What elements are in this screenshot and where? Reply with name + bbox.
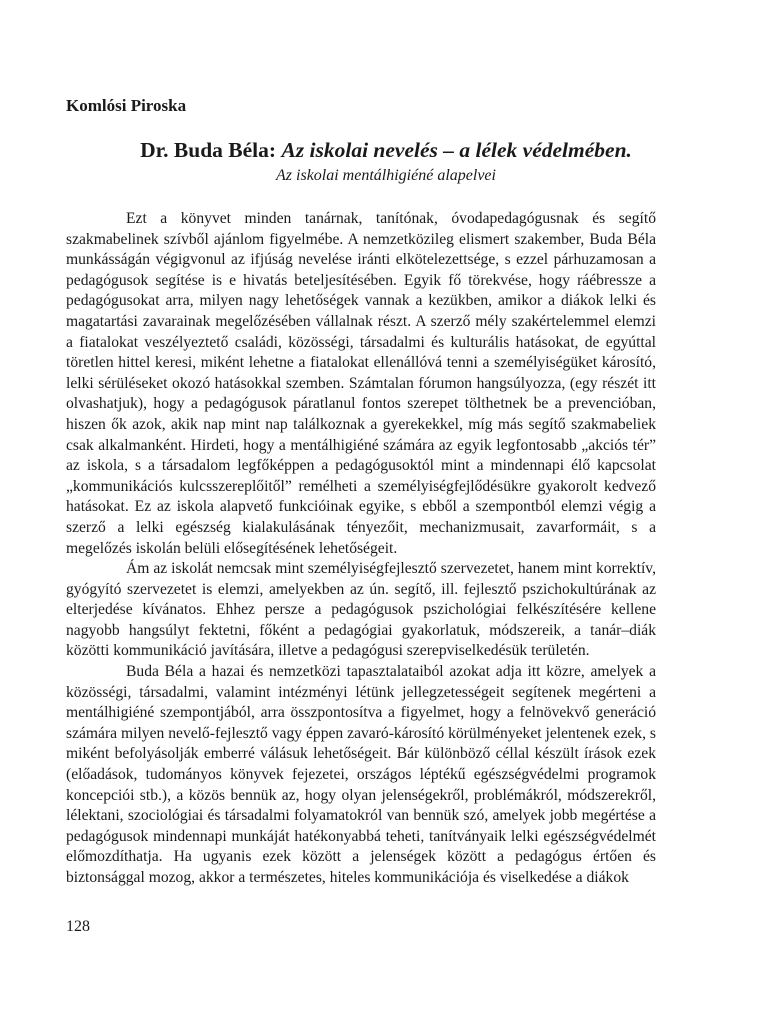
title-book: Az iskolai nevelés – a lélek védelmében. [281, 138, 632, 162]
review-title [66, 137, 706, 164]
paragraph: Ám az iskolát nemcsak mint személyiségfejlesztő szervezetet, hanem mint korrektív, gyógyító szervezetet is elemzi, amelyekben az ún. segítő, ill. fejlesztő pszichokultúrának az elterjedése kívánatos. Ehhez persze a pedagógusok pszichológiai felkészítésére kellene nagyobb hangsúlyt fektetni, főként a pedagógiai gyakorlatuk, módszereik, a tanár–diák közötti kommunikáció javítására, illetve a pedagógusi szerepviselkedésük területén. [66, 560, 656, 660]
title-prefix: Dr. Buda Béla: [140, 138, 282, 162]
paragraph: Ezt a könyvet minden tanárnak, tanítónak, óvodapedagógusnak és segítő szakmabelinek szívből ajánlom figyelmébe. A nemzetközileg elismert szakember, Buda Béla munkásságán végigvonul az ifjúság nevelése iránti elkötelezettsége, s ezzel párhuzamosan a pedagógusok segítése is e hivatás beteljesítésében. Egyik fő törekvése, hogy ráébressze a pedagógusokat arra, milyen nagy lehetőségek vannak a kezükben, amikor a diákok lelki és magatartási zavarainak megelőzésében vállalnak részt. A szerző mély szakértelemmel elemzi a fiatalokat veszélyeztető családi, közösségi, társadalmi és kulturális hatásokat, de egyúttal töretlen hittel keresi, miként lehetne a fiatalokat ellenállóvá tenni a személyiségüket károsító, lelki sérüléseket okozó hatásokkal szemben. Számtalan fórumon hangsúlyozza, (egy részét itt olvashatjuk), hogy a pedagógusok páratlanul fontos szerepet tölthetnek be a prevencióban, hiszen ők azok, akik nap mint nap találkoznak a gyerekekkel, míg más segítő szakmabeliek csak alkalmanként. Hirdeti, hogy a mentálhigiéné számára az egyik legfontosabb „akciós tér” az iskola, s a társadalom legfőképpen a pedagógusoktól mint a mindennapi élő kapcsolat „kommunikációs kulcsszereplőitől” remélheti a személyiségfejlődésükre gyakorolt kedvező hatásokat. Ez az iskola alapvető funkcióinak egyike, s ebből a szempontból elemzi végig a szerző a lelki egészség kialakulásának tényezőit, mechanizmusait, zavarformáit, s a megelőzés iskolán belüli elősegítésének lehetőségeit. [66, 210, 656, 557]
paragraph: Buda Béla a hazai és nemzetközi tapasztalataiból azokat adja itt közre, amelyek a közösségi, társadalmi, valamint intézményi létünk jellegzetességeit segítenek megérteni a mentálhigiéné szempontjából, arra összpontosítva a figyelmet, hogy a felnövekvő generáció számára milyen nevelő-fejlesztő vagy éppen zavaró-károsító körülményeket jelentenek ezek, s miként befolyásolják emberré válásuk lehetőségeit. Bár különböző céllal készült írások ezek (előadások, tudományos könyvek fejezetei, országos léptékű egészségvédelmi programok koncepciói stb.), a közös bennük az, hogy olyan jelenségekről, problémákról, módszerekről, lélektani, szociológiai és társadalmi folyamatokról van bennük szó, amelyek jobb megértése a pedagógusok mindennapi munkáját hatékonyabbá teheti, tanítványaik lelki egészségvédelmét előmozdíthatja. Ha ugyanis ezek között a jelenségek között a pedagógus értően és biztonsággal mozog, akkor a természetes, hiteles kommunikációja és viselkedése a diákok [66, 663, 656, 886]
page-number: 128 [66, 918, 90, 935]
body-text [66, 209, 656, 889]
title-block [66, 137, 706, 186]
author-name: Komlósi Piroska [66, 96, 187, 115]
book-subtitle: Az iskolai mentálhigiéné alapelvei [276, 167, 496, 184]
